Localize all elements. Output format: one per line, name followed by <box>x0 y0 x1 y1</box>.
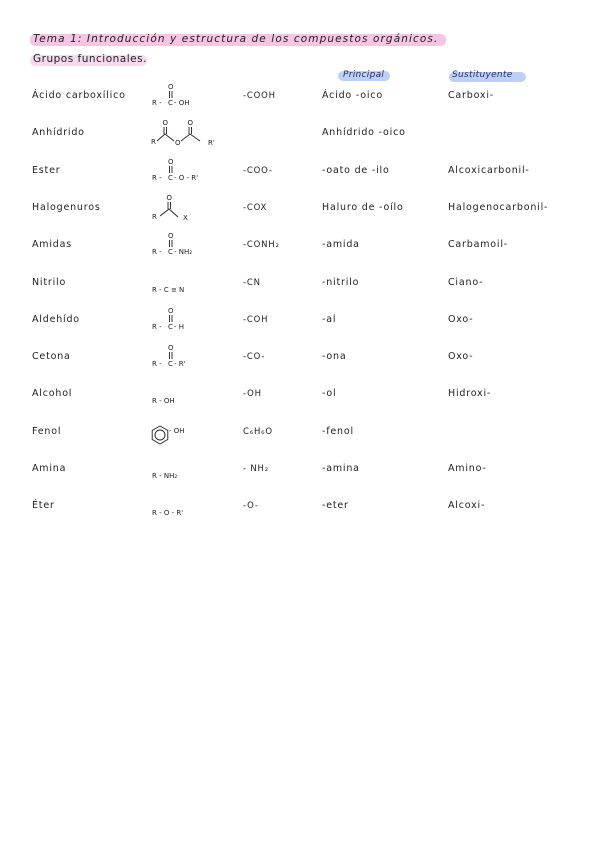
structure-carbon: C <box>168 99 173 107</box>
substituent-name: Halogenocarbonil- <box>448 201 549 213</box>
structure-r2: R' <box>208 139 215 148</box>
structure-left: R - <box>152 173 162 182</box>
group-formula: -COH <box>243 314 269 325</box>
structure-text: R - C ≡ N <box>152 285 185 294</box>
group-name: Alcohol <box>32 388 73 400</box>
principal-name: -ona <box>322 351 347 363</box>
structure-right: - O - R' <box>174 173 199 182</box>
table-row <box>0 419 600 449</box>
aromatic-circle <box>155 430 165 440</box>
group-formula: -CONH₂ <box>243 240 280 251</box>
bond-chain <box>181 134 200 141</box>
column-header-principal: Principal <box>343 70 385 80</box>
group-formula: -CO- <box>243 352 266 363</box>
group-name: Fenol <box>32 425 62 437</box>
group-formula: -CN <box>243 277 261 288</box>
principal-name: Ácido -oico <box>322 90 383 101</box>
group-formula: -COO- <box>243 165 273 176</box>
group-formula: -COX <box>243 202 268 213</box>
structure-carbon: C <box>168 173 173 182</box>
group-formula: C₆H₆O <box>243 426 273 437</box>
principal-name: -al <box>322 313 337 325</box>
structure-formula <box>148 301 238 337</box>
table-row <box>0 381 600 411</box>
structure-r1: R <box>151 138 156 147</box>
substituent-name: Carbamoil- <box>448 239 508 251</box>
structure-left: R - <box>152 99 162 107</box>
group-name: Anhídrido <box>32 127 85 139</box>
substituent-name: Ciano- <box>448 276 484 288</box>
group-name: Ester <box>32 164 61 176</box>
structure-oxygen: O <box>168 232 174 241</box>
principal-name: -ol <box>322 388 337 400</box>
structure-oxygen: O <box>168 157 174 166</box>
table-row <box>0 158 600 188</box>
principal-name: -oato de -ilo <box>322 164 390 176</box>
structure-carbon: C <box>168 360 173 369</box>
benzene-ring <box>152 426 168 444</box>
structure-formula <box>148 114 238 150</box>
structure-formula <box>148 487 238 523</box>
group-formula: -O- <box>243 501 259 512</box>
structure-carbon: C <box>168 248 173 257</box>
structure-text: R - O - R' <box>152 509 184 518</box>
group-name: Amina <box>32 463 67 474</box>
structure-oxygen: O <box>168 344 174 353</box>
structure-formula <box>148 338 238 374</box>
group-formula: -COOH <box>243 91 276 101</box>
structure-bridge-oxygen: O <box>175 139 181 148</box>
table-row <box>0 493 600 523</box>
structure-text: R - NH₂ <box>152 472 178 480</box>
substituent-name: Alcoxi- <box>448 500 486 512</box>
group-name: Nitrilo <box>32 276 67 288</box>
substituent-name: Oxo- <box>448 313 474 325</box>
structure-formula <box>148 152 238 188</box>
structure-left: R - <box>152 322 162 331</box>
group-name: Halogenuros <box>32 201 101 213</box>
group-name: Ácido carboxílico <box>32 90 126 101</box>
principal-name: Haluro de -oílo <box>322 201 404 213</box>
column-header-sustituyente: Sustituyente <box>452 70 513 80</box>
substituent-name: Amino- <box>448 463 487 474</box>
principal-name: -amina <box>322 463 360 474</box>
structure-formula <box>148 264 238 300</box>
structure-right: - R' <box>174 360 186 369</box>
structure-right: - NH₂ <box>174 248 193 257</box>
principal-name: -amida <box>322 239 360 251</box>
structure-left: R - <box>152 360 162 369</box>
structure-formula <box>148 189 238 225</box>
principal-name: -nitrilo <box>322 276 360 288</box>
structure-formula <box>148 77 238 113</box>
structure-oxygen: O <box>168 306 174 315</box>
group-name: Amidas <box>32 239 72 251</box>
structure-oxygen: O <box>166 193 173 202</box>
table-row <box>0 120 600 150</box>
substituent-name: Oxo- <box>448 351 474 363</box>
structure-oxygen: O <box>168 83 174 91</box>
bond-chain <box>160 209 178 217</box>
group-formula: -OH <box>243 389 262 400</box>
principal-name: -fenol <box>322 425 354 437</box>
structure-formula <box>148 450 238 486</box>
structure-hydroxyl: - OH <box>169 426 185 435</box>
structure-oxygen: O <box>187 119 194 128</box>
structure-r: R <box>152 212 157 221</box>
structure-text: R - OH <box>152 397 175 406</box>
group-name: Éter <box>32 500 55 512</box>
substituent-name: Hidroxi- <box>448 388 492 400</box>
page-title: Tema 1: Introducción y estructura de los compuestos orgánicos. <box>33 33 439 45</box>
group-name: Aldehído <box>32 313 80 325</box>
table-row <box>0 456 600 486</box>
structure-right: - OH <box>174 99 190 107</box>
structure-carbon: C <box>168 322 173 331</box>
principal-name: -eter <box>322 500 349 512</box>
table-row <box>0 232 600 262</box>
structure-halogen: X <box>183 213 188 222</box>
structure-formula <box>148 413 238 449</box>
principal-name: Anhídrido -oico <box>322 127 406 139</box>
table-row <box>0 270 600 300</box>
structure-left: R - <box>152 248 162 257</box>
structure-formula <box>148 226 238 262</box>
group-formula: - NH₂ <box>243 464 269 474</box>
table-row <box>0 307 600 337</box>
structure-right: - H <box>174 322 185 331</box>
substituent-name: Carboxi- <box>448 90 495 101</box>
group-name: Cetona <box>32 351 71 363</box>
structure-oxygen: O <box>162 119 169 128</box>
table-row <box>0 195 600 225</box>
table-row <box>0 83 600 113</box>
page-subtitle: Grupos funcionales. <box>33 53 147 65</box>
substituent-name: Alcoxicarbonil- <box>448 164 530 176</box>
structure-formula <box>148 375 238 411</box>
bond-chain <box>157 134 174 141</box>
table-row <box>0 344 600 374</box>
